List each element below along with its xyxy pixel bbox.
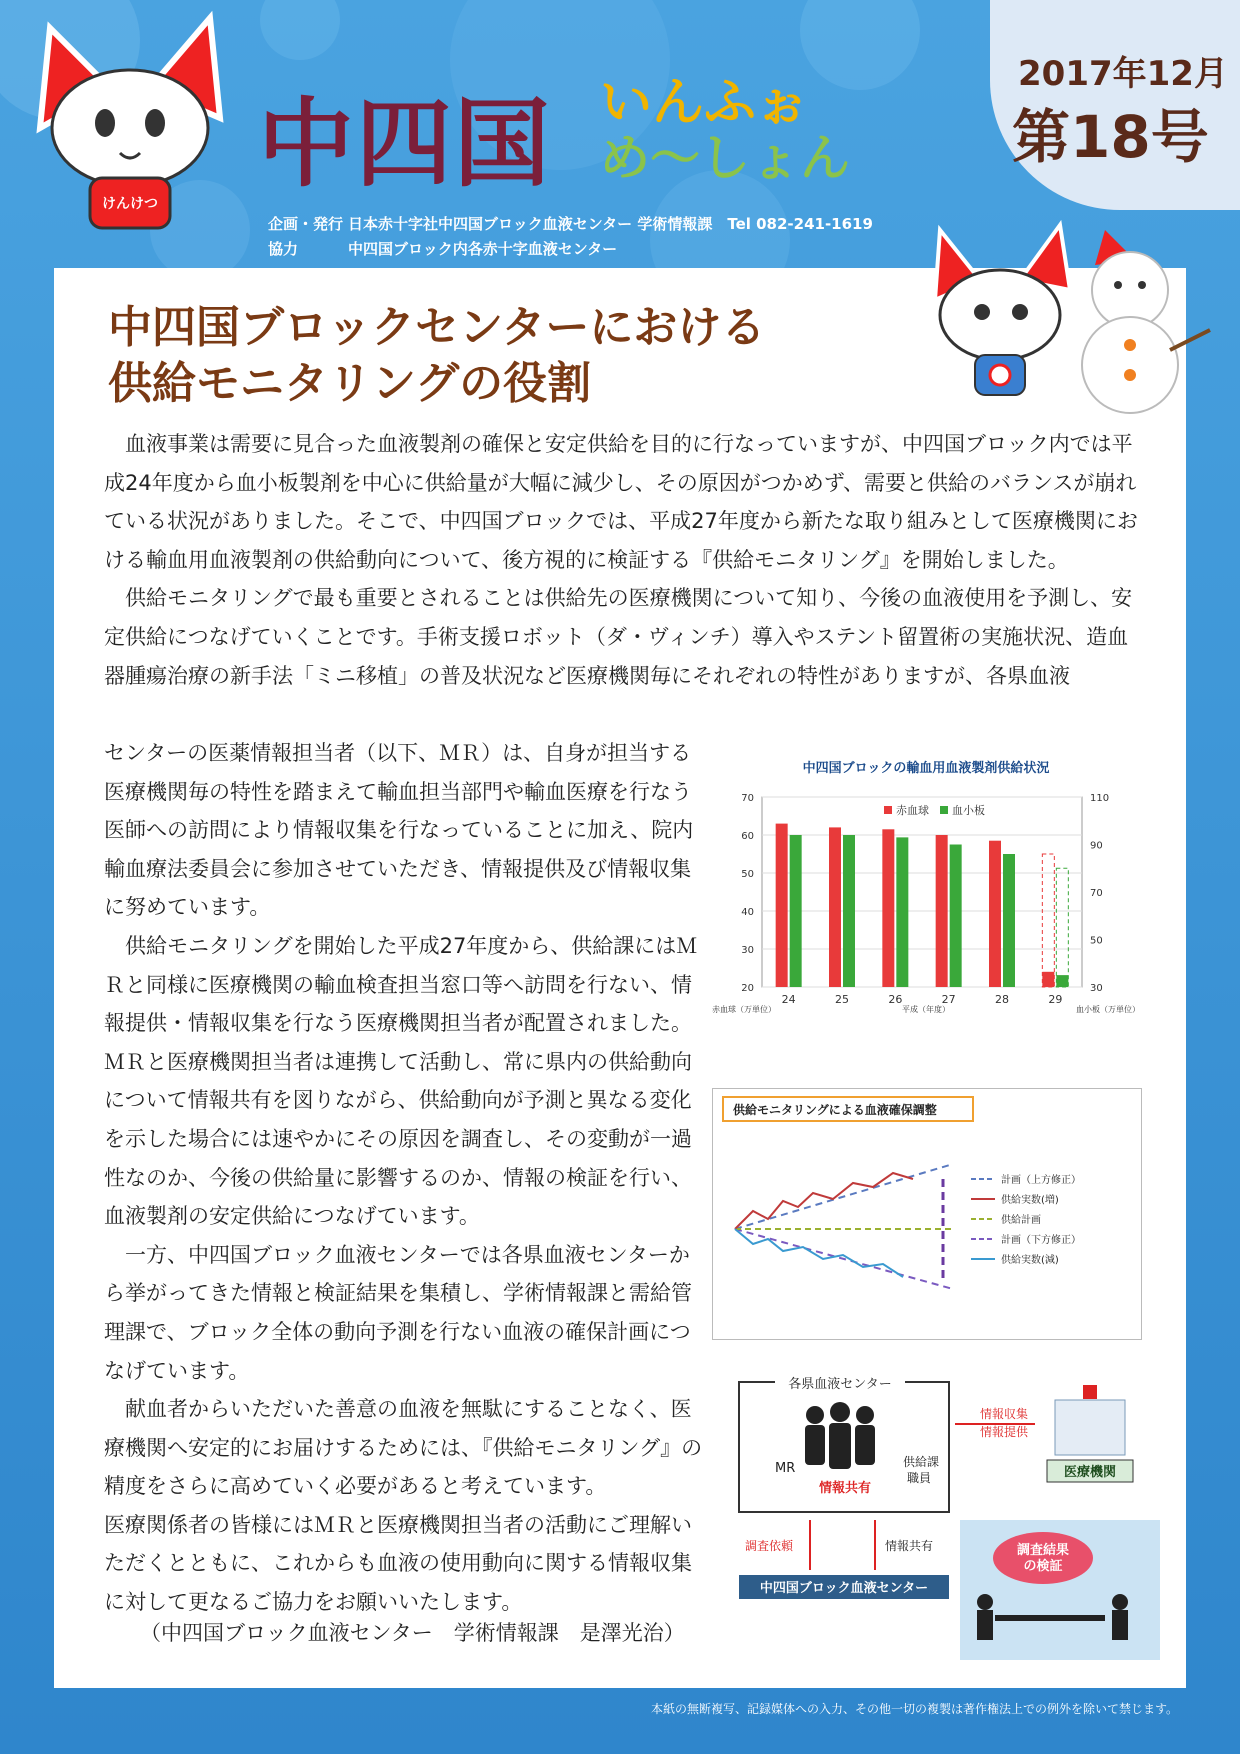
bar-rbc <box>882 829 894 987</box>
article-signature: （中四国ブロック血液センター 学術情報課 是澤光治） <box>140 1621 685 1645</box>
article-body-column <box>104 734 704 1622</box>
bar-plt <box>950 845 962 988</box>
x-tick-label: 27 <box>941 993 956 1006</box>
mr-label: MR <box>775 1461 796 1476</box>
credit-key-publisher: 企画・発行 <box>268 215 344 233</box>
plan-down-line <box>735 1229 953 1289</box>
credit-publisher: 日本赤十字社中四国ブロック血液センター 学術情報課 Tel 082-241-1619 <box>348 215 873 233</box>
left-tick-label: 50 <box>741 869 754 880</box>
legend-rbc: 赤血球 <box>896 804 929 817</box>
newsletter-subtitle-1: いんふぉ <box>600 73 809 133</box>
bar-plt <box>896 837 908 987</box>
x-tick-label: 25 <box>835 993 849 1006</box>
bar-plt <box>790 835 802 987</box>
verification-label-2: の検証 <box>1023 1559 1063 1574</box>
mascot-shirt-text: けんけつ <box>102 196 158 212</box>
legend-label: 計画（上方修正） <box>1001 1175 1081 1186</box>
supply-bar-chart <box>712 752 1140 1048</box>
right-tick-label: 90 <box>1090 840 1103 852</box>
mascot-kenketsu-chan <box>20 8 240 243</box>
left-tick-label: 60 <box>741 831 754 842</box>
paragraph-5a: 献血者からいただいた善意の血液を無駄にすることなく、医療機関へ安定的にお届けするためには、『供給モニタリング』の精度をさらに高めていく必要があると考えています。 <box>104 1397 703 1499</box>
copyright-footer: 本紙の無断複写、記録媒体への入力、その他一切の複製は著作権法上での例外を除いて禁じます。 <box>650 1702 1178 1716</box>
paragraph-2a: 供給モニタリングで最も重要とされることは供給先の医療機関について知り、今後の血液使用を予測し、安定供給につなげていくことです。手術支援ロボット（ダ・ヴィンチ）導入やステント留置術の実施状況、造血器腫瘍治療の新手法「ミニ移植」の普及状況など医療機関毎にそれぞれの特性がありますが、各県血液 <box>104 586 1133 688</box>
left-tick-label: 40 <box>741 907 754 918</box>
bar-rbc <box>829 827 841 987</box>
verification-label-1: 調査結果 <box>1016 1543 1070 1558</box>
ylabel-right: 血小板（万単位） <box>1076 1005 1140 1014</box>
paragraph-1: 血液事業は需要に見合った血液製剤の確保と安定供給を目的に行なっていますが、中四国ブロック内では平成24年度から血小板製剤を中心に供給量が大幅に減少し、その原因がつかめず、需要と供給のバランスが崩れている状況がありました。そこで、中四国ブロックでは、平成27年度から新たな取り組みとして医療機関における輸血用血液製剤の供給動向について、後方視的に検証する『供給モニタリング』を開始しました。 <box>104 432 1138 572</box>
legend-label: 計画（下方修正） <box>1001 1235 1081 1246</box>
newsletter-brand: 中四国 <box>258 88 552 200</box>
bar-plt <box>1056 975 1068 987</box>
bar-rbc <box>776 824 788 987</box>
right-tick-label: 30 <box>1090 983 1103 994</box>
legend-swatch-plt <box>940 806 948 814</box>
x-tick-label: 24 <box>781 993 796 1006</box>
paragraph-3: 供給モニタリングを開始した平成27年度から、供給課にはＭＲと同様に医療機関の輸血検査担当窓口等へ訪問を行ない、情報提供・情報収集を行なう医療機関担当者が配置されました。ＭＲと医療機関担当者は連携して活動し、常に県内の供給動向について情報共有を図りながら、供給動向が予測と異なる変化を示した場合には速やかにその原因を調査し、その変動が一過性なのか、今後の供給量に影響するのか、情報の検証を行い、血液製剤の安定供給につなげています。 <box>104 933 698 1229</box>
bar-plt <box>1003 854 1015 987</box>
article-title-line-2: 供給モニタリングの役割 <box>108 358 592 409</box>
prefecture-center-label: 各県血液センター <box>788 1377 892 1392</box>
article-title-line-1: 中四国ブロックセンターにおける <box>108 302 766 353</box>
mascot-snowman-illustration <box>920 220 1220 420</box>
share-label: 情報共有 <box>818 1481 872 1496</box>
credit-cooperation: 中四国ブロック内各赤十字血液センター <box>348 240 618 258</box>
information-flow-diagram <box>735 1370 1165 1670</box>
x-tick-label: 28 <box>995 993 1009 1006</box>
paragraph-4: 一方、中四国ブロック血液センターでは各県血液センターから挙がってきた情報と検証結果を集積し、学術情報課と需給管理課で、ブロック全体の動向予測を行ない血液の確保計画につなげています。 <box>104 1242 692 1383</box>
chart2-title: 供給モニタリングによる血液確保調整 <box>733 1103 937 1117</box>
bar-rbc <box>989 841 1001 987</box>
right-tick-label: 70 <box>1090 888 1103 899</box>
right-tick-label: 50 <box>1090 935 1103 947</box>
ylabel-left: 赤血球（万単位） <box>712 1005 776 1014</box>
people-icon <box>805 1402 875 1469</box>
newsletter-subtitle-2: め〜しょん <box>600 129 850 187</box>
x-tick-label: 26 <box>888 993 903 1006</box>
legend-label: 供給計画 <box>1001 1215 1041 1226</box>
article-body-top <box>104 425 1144 695</box>
share2-label: 情報共有 <box>885 1539 934 1553</box>
left-tick-label: 20 <box>741 983 754 994</box>
right-tick-label: 110 <box>1090 793 1110 804</box>
provide-label: 情報提供 <box>980 1425 1029 1439</box>
hospital-icon <box>1055 1385 1125 1455</box>
collect-label: 情報収集 <box>980 1407 1029 1421</box>
supply-adjustment-line-chart <box>712 1088 1142 1340</box>
verification-bubble <box>993 1532 1093 1584</box>
hospital-label: 医療機関 <box>1063 1465 1117 1480</box>
issue-date: 2017年12月 <box>1018 54 1228 94</box>
paragraph-5b: 医療関係者の皆様にはＭＲと医療機関担当者の活動にご理解いただくとともに、これからも血液の使用動向に関する情報収集に対して更なるご協力をお願いいたします。 <box>104 1512 692 1615</box>
staff-label-2: 職員 <box>907 1471 932 1485</box>
credit-block <box>268 212 873 262</box>
left-tick-label: 30 <box>741 945 754 956</box>
bar-rbc <box>936 835 948 987</box>
x-tick-label: 29 <box>1048 993 1063 1006</box>
legend-plt: 血小板 <box>952 804 985 817</box>
request-label: 調査依頼 <box>745 1539 794 1553</box>
xlabel: 平成（年度） <box>902 1005 950 1014</box>
bar-rbc <box>1042 972 1054 987</box>
issue-number: 第18号 <box>1012 103 1209 171</box>
bar-plt <box>843 835 855 987</box>
legend-label: 供給実数(増) <box>1001 1195 1059 1206</box>
block-center-label: 中四国ブロック血液センター <box>759 1581 929 1596</box>
staff-label: 供給課 <box>903 1455 940 1469</box>
article-title <box>108 300 765 412</box>
chart-title: 中四国ブロックの輸血用血液製剤供給状況 <box>802 761 1050 776</box>
left-tick-label: 70 <box>741 793 754 804</box>
legend-swatch-rbc <box>884 806 892 814</box>
legend-label: 供給実数(減) <box>1001 1255 1059 1266</box>
credit-key-cooperation: 協力 <box>268 240 299 258</box>
paragraph-2b: センターの医薬情報担当者（以下、ＭＲ）は、自身が担当する医療機関毎の特性を踏まえて輸血担当部門や輸血医療を行なう医師への訪問により情報収集を行なっていることに加え、院内輸血療法委員会に参加させていただき、情報提供及び情報収集に努めています。 <box>104 741 694 920</box>
